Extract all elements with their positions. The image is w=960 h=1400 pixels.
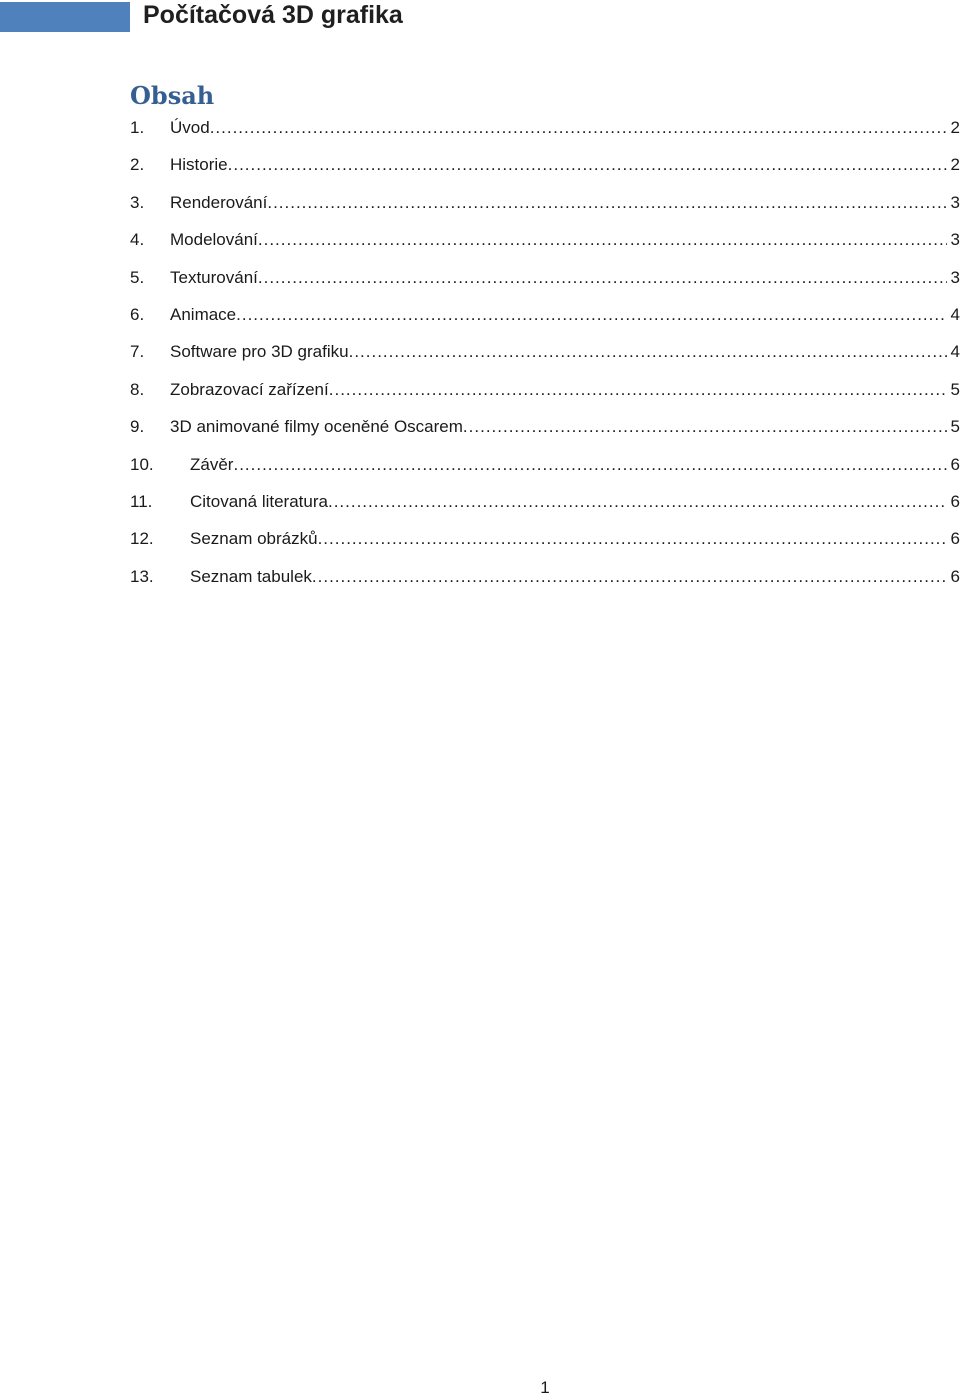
toc-entry-number: 2. bbox=[130, 155, 145, 175]
toc-dot-leader bbox=[463, 408, 947, 445]
toc-entry-title[interactable]: Animace bbox=[170, 304, 237, 324]
toc-dot-leader bbox=[318, 520, 947, 557]
table-of-contents bbox=[130, 109, 960, 595]
toc-entry[interactable] bbox=[130, 371, 960, 408]
toc-entry-number: 7. bbox=[130, 342, 145, 362]
toc-entry-title[interactable]: 3D animované filmy oceněné Oscarem bbox=[170, 417, 463, 437]
toc-entry[interactable] bbox=[130, 221, 960, 258]
toc-entry-title[interactable]: Renderování bbox=[170, 192, 268, 212]
toc-entry-page[interactable]: 4 bbox=[950, 304, 960, 324]
toc-entry[interactable] bbox=[130, 446, 960, 483]
page-number: 1 bbox=[540, 1378, 550, 1397]
toc-entry-page[interactable]: 6 bbox=[950, 529, 960, 549]
toc-entry-page[interactable]: 3 bbox=[950, 230, 960, 250]
toc-entry[interactable] bbox=[130, 109, 960, 146]
toc-dot-leader bbox=[236, 296, 946, 333]
toc-dot-leader bbox=[228, 146, 947, 183]
toc-entry-title[interactable]: Texturování bbox=[170, 267, 258, 287]
toc-dot-leader bbox=[233, 446, 946, 483]
toc-entry-number: 13. bbox=[130, 566, 154, 586]
toc-entry-number: 8. bbox=[130, 379, 145, 399]
toc-dot-leader bbox=[210, 109, 947, 146]
toc-entry[interactable] bbox=[130, 408, 960, 445]
toc-entry-number: 6. bbox=[130, 304, 145, 324]
toc-dot-leader bbox=[258, 221, 947, 258]
toc-dot-leader bbox=[349, 333, 947, 370]
toc-entry[interactable] bbox=[130, 296, 960, 333]
toc-entry-page[interactable]: 6 bbox=[950, 566, 960, 586]
toc-entry-number: 3. bbox=[130, 192, 145, 212]
toc-entry[interactable] bbox=[130, 520, 960, 557]
toc-entry[interactable] bbox=[130, 184, 960, 221]
toc-entry-page[interactable]: 2 bbox=[950, 118, 960, 137]
toc-entry[interactable] bbox=[130, 333, 960, 370]
toc-dot-leader bbox=[258, 259, 947, 296]
toc-dot-leader bbox=[328, 483, 947, 520]
document-title: Počítačová 3D grafika bbox=[143, 1, 403, 29]
toc-entry-title[interactable]: Software pro 3D grafiku bbox=[170, 342, 349, 362]
toc-entry[interactable] bbox=[130, 558, 960, 595]
toc-entry-number: 5. bbox=[130, 267, 145, 287]
toc-entry-page[interactable]: 6 bbox=[950, 454, 960, 474]
toc-entry[interactable] bbox=[130, 259, 960, 296]
toc-entry-title[interactable]: Modelování bbox=[170, 230, 258, 250]
toc-entry-title[interactable]: Zobrazovací zařízení bbox=[170, 379, 329, 399]
toc-entry-number: 4. bbox=[130, 230, 145, 250]
toc-entry-number: 9. bbox=[130, 417, 145, 437]
toc-dot-leader bbox=[267, 184, 946, 221]
toc-entry[interactable] bbox=[130, 146, 960, 183]
toc-entry-title[interactable]: Historie bbox=[170, 155, 228, 175]
toc-entry-number: 12. bbox=[130, 529, 154, 549]
toc-entry-number: 11. bbox=[130, 491, 153, 511]
toc-entry-number: 10. bbox=[130, 454, 154, 474]
toc-entry-title[interactable]: Citovaná literatura bbox=[190, 491, 328, 511]
toc-entry-title[interactable]: Seznam obrázků bbox=[190, 529, 318, 549]
toc-entry-page[interactable]: 4 bbox=[950, 342, 960, 362]
toc-entry-title[interactable]: Závěr bbox=[190, 454, 234, 474]
toc-entry-title[interactable]: Seznam tabulek bbox=[190, 566, 312, 586]
toc-entry-page[interactable]: 6 bbox=[950, 491, 960, 511]
toc-entry[interactable] bbox=[130, 483, 960, 520]
toc-entry-page[interactable]: 3 bbox=[950, 192, 960, 212]
toc-dot-leader bbox=[329, 371, 947, 408]
toc-heading: Obsah bbox=[130, 81, 215, 110]
toc-entry-title[interactable]: Úvod bbox=[170, 118, 210, 137]
toc-dot-leader bbox=[312, 558, 947, 595]
toc-entry-number: 1. bbox=[130, 118, 145, 137]
toc-entry-page[interactable]: 2 bbox=[950, 155, 960, 175]
toc-entry-page[interactable]: 5 bbox=[950, 379, 960, 399]
title-accent-bar bbox=[0, 2, 130, 32]
toc-entry-page[interactable]: 3 bbox=[950, 267, 960, 287]
toc-entry-page[interactable]: 5 bbox=[950, 417, 960, 437]
